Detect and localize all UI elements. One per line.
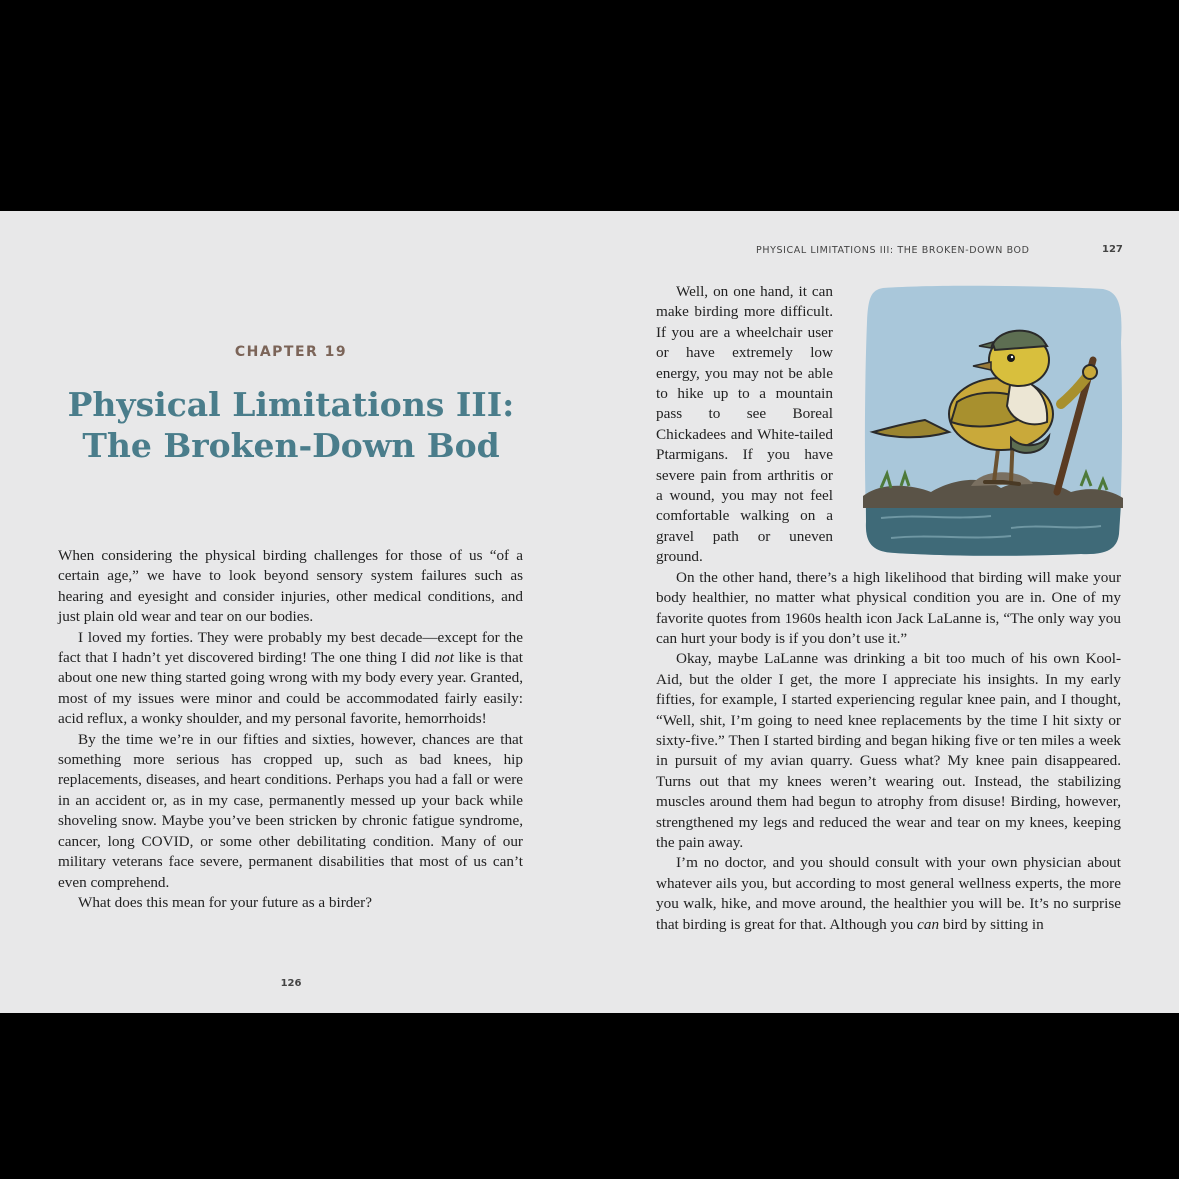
paragraph: Well, on one hand, it can make birding more difficult. If you are a wheelchair user or have extremely low energy, you may not be able to hike up to a mountain pass to see Boreal Chickadees and White-tailed Ptarmigans. If you have severe pain from arthritis or a wound, you may not feel comfortable walking on a gravel path or uneven ground. — [656, 283, 833, 566]
bird-hiker-illustration — [861, 282, 1125, 558]
right-page-body — [656, 282, 1121, 935]
chapter-label: CHAPTER 19 — [234, 344, 348, 360]
bottom-black-band — [0, 1013, 1179, 1179]
chapter-title-line-2: The Broken-Down Bod — [82, 426, 500, 465]
running-head: PHYSICAL LIMITATIONS III: THE BROKEN-DOWN BOD — [756, 245, 1030, 256]
emphasis: not — [434, 649, 454, 667]
page-number-right: 127 — [1102, 244, 1123, 255]
paragraph: When considering the physical birding challenges for those of us “of a certain age,” we have to look beyond sensory system failures such as hearing and eyesight and consider injuries, other medical conditions, and just plain old wear and tear on our bodies. — [58, 547, 523, 626]
paragraph: By the time we’re in our fifties and sixties, however, chances are that something more serious has cropped up, such as bad knees, hip replacements, diseases, and heart conditions. Perhaps you had a fall or were in an accident or, as in my case, permanently messed up your back while shoveling snow. Maybe you’ve been stricken by chronic fatigue syndrome, cancer, long COVID, or some other debilitating condition. Many of our military veterans face severe, permanent disabilities that most of us can’t even comprehend. — [58, 730, 523, 891]
emphasis: can — [917, 915, 940, 933]
book-spread — [0, 211, 1179, 1013]
paragraph: On the other hand, there’s a high likelihood that birding will make your body healthier, no matter what physical condition you are in. One of my favorite quotes from 1960s health icon Jack LaLanne is, “The only way you can hurt your body is if you don’t use it.” — [656, 568, 1121, 647]
left-page — [0, 211, 589, 1013]
right-page — [589, 211, 1179, 1013]
chapter-title-line-1: Physical Limitations III: — [67, 385, 515, 424]
page-number-left: 126 — [280, 978, 302, 989]
chapter-title — [0, 384, 582, 466]
paragraph: I’m no doctor, and you should consult with your own physician about whatever ails you, but according to most general wellness experts, the more you walk, hike, and move around, the healthier you will be. It’s no surprise that birding is great for that. Although you can bird by sitting in — [656, 854, 1121, 933]
left-page-body — [58, 546, 523, 913]
paragraph: What does this mean for your future as a birder? — [78, 893, 372, 911]
paragraph: Okay, maybe LaLanne was drinking a bit too much of his own Kool-Aid, but the older I get, the more I appreciate his insights. In my early fifties, for example, I started experiencing regular knee pain, and I thought, “Well, shit, I’m going to need knee replacements by the time I hit sixty or sixty-five.” Then I started birding and began hiking five or ten miles a week in pursuit of my avian quarry. Guess what? My knee pain disappeared. Turns out that my knees weren’t wearing out. Instead, the stabilizing muscles around them had begun to atrophy from disuse! Birding, however, strengthened my legs and reduced the wear and tear on my knees, keeping the pain away. — [656, 650, 1121, 851]
top-black-band — [0, 0, 1179, 211]
paragraph: I loved my forties. They were probably my best decade—except for the fact that I hadn’t yet discovered birding! The one thing I did not like is that about one new thing started going wrong with my body every year. Granted, most of my issues were minor and could be accommodated fairly easily: acid reflux, a wonky shoulder, and my personal favorite, hemorrhoids! — [58, 628, 523, 728]
